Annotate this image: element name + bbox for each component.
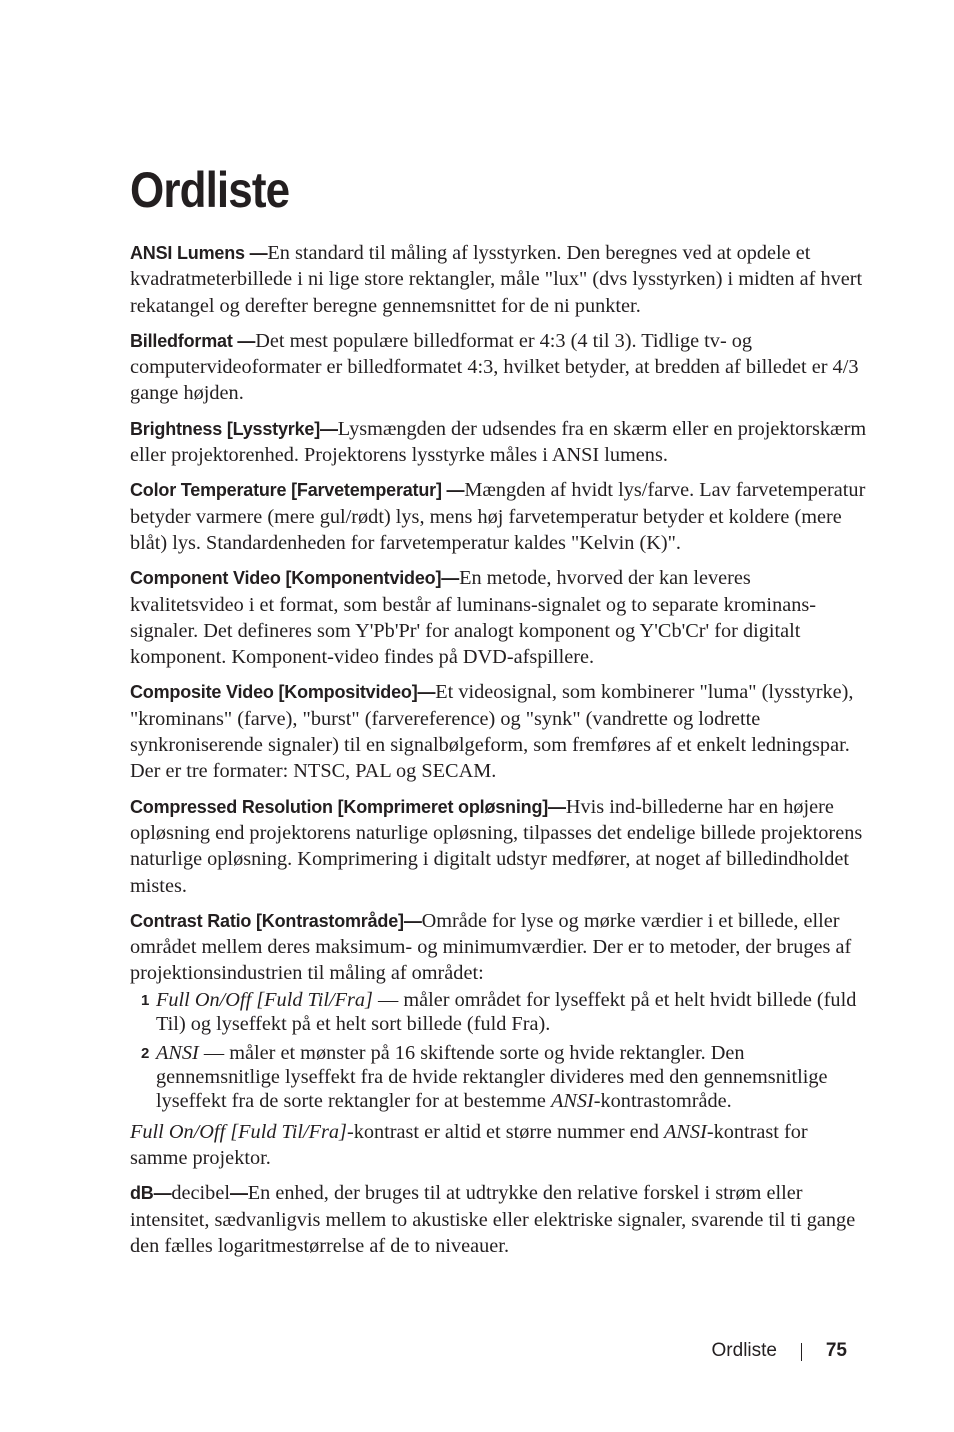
entry-text: En enhed, der bruges til at udtrykke den relative forskel i strøm eller intensitet, sædvanligvis mellem to akustiske eller elektriske signaler, svarende til ti gange den fælles logaritmestørrelse af de to niveauer. (130, 1182, 856, 1257)
method-text: — måler området for lyseffekt på et helt hvidt billede (fuld Til) og lyseffekt på et helt sort billede (fuld Fra). (156, 988, 857, 1035)
footer-divider (801, 1343, 802, 1361)
glossary-entry (130, 240, 868, 319)
entry-text: decibel (171, 1182, 230, 1205)
entry-term: Contrast Ratio [Kontrastområde]— (130, 910, 422, 931)
method-name-inline: ANSI (550, 1089, 594, 1112)
list-item (130, 988, 868, 1036)
entry-term: Composite Video [Kompositvideo]— (130, 682, 436, 703)
note-text: -kontrast for samme projektor. (130, 1120, 808, 1170)
entry-term: Compressed Resolution [Komprimeret opløsning]— (130, 796, 566, 817)
entry-term: Color Temperature [Farvetemperatur] — (130, 480, 465, 501)
page-title: Ordliste (130, 162, 290, 218)
glossary-entry (130, 794, 868, 899)
page-footer (130, 1340, 847, 1364)
glossary-entry (130, 1180, 868, 1259)
list-number: 2 (141, 1044, 150, 1062)
method-name: Full On/Off [Fuld Til/Fra] (156, 988, 373, 1011)
list-number: 1 (141, 991, 150, 1009)
glossary-entry (130, 328, 868, 407)
entry-term: Component Video [Komponentvideo]— (130, 568, 460, 589)
entry-text: Mængden af hvidt lys/farve. Lav farvetemperatur betyder varmere (mere gul/rødt) lys, mens høj farvetemperatur betyder et koldere (mere blåt) lys. Standardenheden for farvetemperatur kaldes "Kelvin (K)". (130, 479, 866, 554)
contrast-methods-list (130, 988, 868, 1113)
contrast-note (130, 1119, 868, 1172)
glossary-entry (130, 565, 868, 670)
method-name: ANSI (156, 1041, 199, 1064)
entry-text: Lysmængden der udsendes fra en skærm eller en projektorskærm eller projektorenhed. Projektorens lysstyrke måles i ANSI lumens. (130, 417, 867, 467)
note-italic: ANSI (664, 1120, 707, 1143)
entry-term: Billedformat — (130, 330, 256, 351)
method-text: — måler et mønster på 16 skiftende sorte og hvide rektangler. Den gennemsnitlige lyseffekt fra de hvide rektangler divideres med den gennemsnitlige lyseffekt fra de sorte rektangler for at bestemme (156, 1041, 828, 1112)
entry-term: Brightness [Lysstyrke]— (130, 418, 338, 439)
page-number: 75 (825, 1340, 847, 1361)
note-text: -kontrast er altid et større nummer end (346, 1120, 665, 1143)
entry-term-dash: — (229, 1183, 248, 1204)
entry-term: ANSI Lumens — (130, 243, 268, 263)
method-text-end: -kontrastområde. (593, 1089, 732, 1112)
entry-text: Område for lyse og mørke værdier i et billede, eller området mellem deres maksimum- og minimumværdier. Der er to metoder, der bruges af projektionsindustrien til måling af området: (130, 909, 852, 985)
glossary-entry (130, 477, 868, 556)
glossary-content (130, 240, 868, 1268)
entry-text: Det mest populære billedformat er 4:3 (4 til 3). Tidlige tv- og computervideoformater er billedformatet 4:3, hvilket betyder, at bredden af billedet er 4/3 gange højden. (130, 329, 859, 405)
entry-term: dB— (130, 1183, 172, 1204)
glossary-entry (130, 679, 868, 784)
entry-text: Et videosignal, som kombinerer "luma" (lysstyrke), "krominans" (farve), "burst" (farvereference) og "synk" (vandrette og lodrette synkroniserende signaler) til en signalbølgeform, som fremføres af et enkelt ledningspar. Der er tre formater: NTSC, PAL og SECAM. (130, 681, 854, 783)
entry-text: Hvis ind-billederne har en højere opløsning end projektorens naturlige opløsning, tilpasses det endelige billede projektorens naturlige opløsning. Komprimering i digitalt udstyr medfører, at noget af billedindholdet mistes. (130, 795, 863, 897)
glossary-entry (130, 416, 868, 469)
note-italic: Full On/Off [Fuld Til/Fra] (130, 1120, 347, 1143)
list-item (130, 1041, 868, 1113)
entry-text: En standard til måling af lysstyrken. Den beregnes ved at opdele et kvadratmeterbillede i ni lige store rektangler, måle "lux" (dvs lysstyrken) i midten af hvert rekatangel og derefter beregne gennemsnittet for de ni punkter. (130, 242, 863, 317)
entry-text: En metode, hvorved der kan leveres kvalitetsvideo i et format, som består af luminans-signalet og to separate krominans-signaler. Det defineres som Y'Pb'Pr' for analogt komponent og Y'Cb'Cr' for digitalt komponent. Komponent-video findes på DVD-afspillere. (130, 567, 816, 669)
glossary-entry (130, 908, 868, 987)
footer-section: Ordliste (711, 1340, 777, 1361)
